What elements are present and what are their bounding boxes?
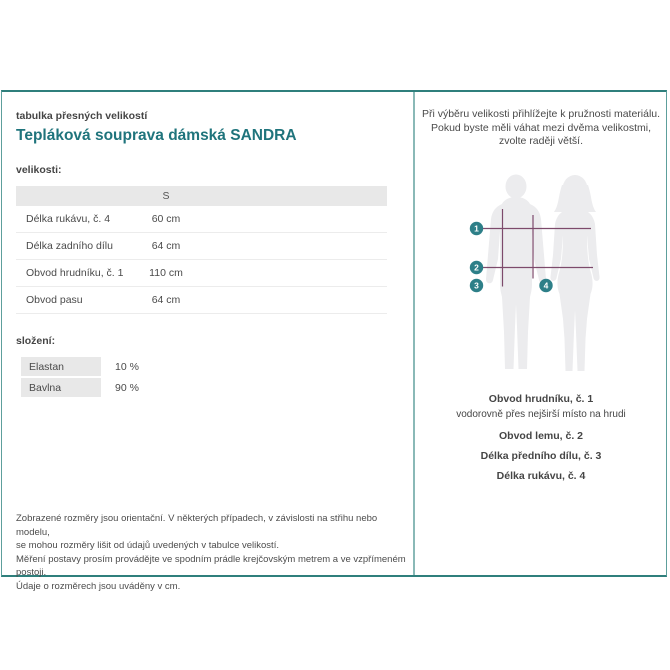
measurement-value: 110 cm: [149, 267, 183, 279]
female-silhouette: [550, 175, 599, 371]
size-table-header-row: [16, 186, 387, 206]
measurement-value: 64 cm: [151, 294, 181, 306]
measurement-label: Délka zadního dílu: [26, 240, 113, 252]
sizes-section-label: velikosti:: [16, 164, 62, 176]
svg-text:4: 4: [543, 280, 549, 291]
svg-text:1: 1: [474, 223, 479, 234]
size-column-header: S: [162, 190, 170, 202]
panel-divider: [413, 92, 415, 575]
disclaimer-text: [16, 512, 406, 593]
material-name: Elastan: [21, 357, 101, 376]
disclaimer-line: Údaje o rozměrech jsou uváděny v cm.: [16, 580, 181, 592]
product-title: Tepláková souprava dámská SANDRA: [16, 127, 297, 144]
disclaimer-line: Zobrazené rozměry jsou orientační. V některých případech, v závislosti na střihu nebo modelu,: [16, 513, 378, 538]
size-table: [16, 186, 387, 314]
composition-row: [21, 378, 321, 397]
table-row: [16, 206, 387, 233]
disclaimer-line: Měření postavy prosím provádějte ve spodním prádle krejčovským metrem a ve vzpřímeném postoji.: [16, 553, 406, 578]
measurement-value: 60 cm: [151, 213, 181, 225]
legend-item: Obvod lemu, č. 2: [498, 430, 584, 442]
table-row: [16, 260, 387, 287]
marker-badge-2: [470, 261, 483, 274]
size-advice-line: Pokud byste měli váhat mezi dvěma velikostmi,: [430, 121, 651, 134]
male-silhouette: [486, 175, 546, 370]
measurement-label: Délka rukávu, č. 4: [26, 213, 111, 225]
table-row: [16, 287, 387, 314]
measurement-legend: [414, 393, 668, 490]
disclaimer-line: se mohou rozměry lišit od údajů uvedených v tabulce velikostí.: [16, 540, 279, 551]
size-advice-line: Při výběru velikosti přihlížejte k pružnosti materiálu.: [421, 108, 661, 120]
table-kicker: tabulka přesných velikostí: [16, 110, 148, 122]
measurement-label: Obvod hrudníku, č. 1: [26, 267, 124, 279]
legend-item: Délka rukávu, č. 4: [496, 470, 586, 482]
composition-table: [21, 357, 321, 399]
composition-row: [21, 357, 321, 376]
measurement-label: Obvod pasu: [26, 294, 83, 306]
svg-text:2: 2: [474, 262, 479, 273]
marker-badge-3: [470, 279, 483, 292]
material-percent: 10 %: [115, 360, 139, 373]
legend-item: Délka předního dílu, č. 3: [480, 450, 602, 462]
composition-section-label: složení:: [16, 335, 56, 347]
table-row: [16, 233, 387, 260]
size-advice-text: [414, 108, 668, 149]
measurement-figure: [441, 167, 661, 379]
marker-badge-4: [539, 279, 552, 292]
material-percent: 90 %: [115, 381, 139, 394]
svg-text:3: 3: [474, 280, 479, 291]
marker-badge-1: [470, 222, 483, 235]
legend-item-note: vodorovně přes nejširší místo na hrudi: [456, 409, 626, 420]
material-name: Bavlna: [21, 378, 101, 397]
measurement-value: 64 cm: [151, 240, 181, 252]
size-advice-line: zvolte raději větší.: [498, 135, 584, 147]
size-chart-panel: [1, 90, 667, 592]
legend-item: Obvod hrudníku, č. 1: [488, 393, 594, 405]
